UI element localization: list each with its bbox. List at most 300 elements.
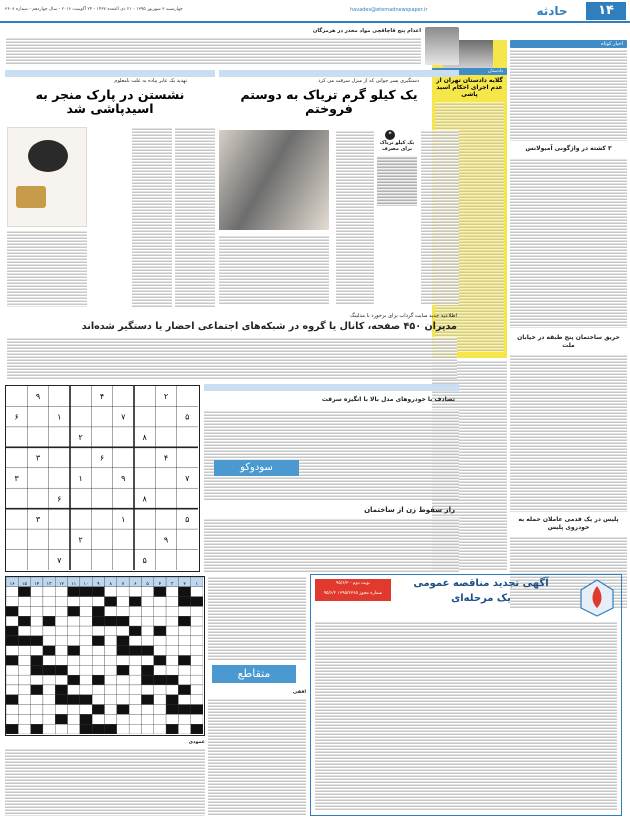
crossword-cell xyxy=(92,626,104,636)
crossword-black-cell xyxy=(68,695,80,705)
crossword-cell xyxy=(154,695,166,705)
crossword-black-cell xyxy=(18,616,30,626)
crossword-cell xyxy=(92,695,104,705)
crossword-cell xyxy=(6,675,18,685)
crossword-cell xyxy=(43,724,55,734)
crossword-cell xyxy=(105,656,117,666)
crossword-cell xyxy=(178,695,190,705)
crossword-cell xyxy=(43,705,55,715)
crossword-cell xyxy=(92,714,104,724)
crossword-cell xyxy=(141,626,153,636)
prosecutor-tag: دادستان xyxy=(432,68,507,75)
crossword-cell xyxy=(129,695,141,705)
crossword-cell xyxy=(117,626,129,636)
crossword-cell xyxy=(31,714,43,724)
crossword-black-cell xyxy=(92,616,104,626)
crossword-black-cell xyxy=(105,616,117,626)
crossword-cell xyxy=(178,675,190,685)
crossword-black-cell xyxy=(178,597,190,607)
crossword-cell xyxy=(129,606,141,616)
crossword-black-cell xyxy=(92,587,104,597)
sudoku-cell-digit: ۲ xyxy=(78,535,83,545)
cross-svg xyxy=(6,577,203,734)
box-title-ambulance: ۳ کشته در واژگونی آمبولانس xyxy=(525,145,612,152)
crossword-cell xyxy=(18,656,30,666)
sudoku-label: سودوکو xyxy=(214,460,299,476)
crossword-cell xyxy=(92,685,104,695)
sudoku-cell-digit: ۲ xyxy=(163,392,169,402)
sudoku-cell-digit: ۳ xyxy=(35,514,41,524)
acid-text-col2 xyxy=(132,127,172,307)
story-modeling xyxy=(5,313,459,380)
crossword-cell xyxy=(18,665,30,675)
crossword-cell xyxy=(178,665,190,675)
crossword-cell xyxy=(31,675,43,685)
crossword-black-cell xyxy=(166,695,178,705)
crossword-col-number: ۵ xyxy=(146,581,149,587)
crossword-black-cell xyxy=(31,685,43,695)
crossword-col-number: ۲ xyxy=(183,581,186,587)
crossword-cell xyxy=(18,705,30,715)
sudoku-cell-digit: ۵ xyxy=(142,555,147,565)
crossword-cell xyxy=(43,685,55,695)
crossword-cell xyxy=(31,616,43,626)
crossword-cell xyxy=(117,695,129,705)
acid-kicker: تهدید یک عابر پیاده به علت نامعلوم xyxy=(114,78,187,84)
tender-ad xyxy=(310,574,622,816)
sudoku-cell-digit: ۵ xyxy=(185,412,190,422)
crossword-cell xyxy=(141,705,153,715)
opium-quote-text xyxy=(377,156,417,206)
crossword-cell xyxy=(18,685,30,695)
crossword-cell xyxy=(129,656,141,666)
crossword-black-cell xyxy=(141,646,153,656)
crossword-cell xyxy=(141,724,153,734)
crossword-cell xyxy=(178,606,190,616)
crossword-black-cell xyxy=(55,695,67,705)
crossword-cell xyxy=(191,587,203,597)
crossword-cell xyxy=(141,616,153,626)
crossword-cell xyxy=(166,616,178,626)
crossword-black-cell xyxy=(18,587,30,597)
clues-b-title: عمودی xyxy=(188,740,205,745)
crossword-cell xyxy=(43,695,55,705)
crossword-col-number: ۹ xyxy=(97,581,100,587)
crossword-black-cell xyxy=(117,665,129,675)
crossword-cell xyxy=(6,705,18,715)
story-fall-title: راز سقوط زن از ساختمان xyxy=(364,506,455,514)
crossword-cell xyxy=(191,636,203,646)
crossword-cell xyxy=(55,656,67,666)
crossword-cell xyxy=(166,626,178,636)
crossword-cell xyxy=(129,705,141,715)
crossword-cell xyxy=(68,665,80,675)
crossword-black-cell xyxy=(141,695,153,705)
opium-photo xyxy=(219,130,329,230)
clues-b-text xyxy=(5,748,205,816)
crossword-black-cell xyxy=(178,685,190,695)
crossword-col-number: ۳ xyxy=(171,581,174,587)
sudoku-grid xyxy=(5,385,200,572)
crossword-col-number: ۱۴ xyxy=(34,581,40,587)
acid-illustration xyxy=(7,127,87,227)
box-title-police: پلیس در یک قدمی عاملان حمله به خودروی پلیس xyxy=(518,516,619,531)
crossword-col-number: ۱۵ xyxy=(22,581,27,587)
crossword-cell xyxy=(178,646,190,656)
page-number: ۱۴ xyxy=(586,2,626,20)
modeling-headline: مدیران ۴۵۰ صفحه، کانال یا گروه در شبکه‌های اجتماعی احضار یا دستگیر شده‌اند xyxy=(81,321,457,332)
sudoku-cell-digit: ۷ xyxy=(57,555,62,565)
crossword-black-cell xyxy=(68,646,80,656)
crossword-cell xyxy=(141,685,153,695)
crossword-black-cell xyxy=(80,724,92,734)
crossword-black-cell xyxy=(154,656,166,666)
crossword-cell xyxy=(105,705,117,715)
crossword-cell xyxy=(129,665,141,675)
crossword-cell xyxy=(68,724,80,734)
crossword-black-cell xyxy=(43,665,55,675)
crossword-cell xyxy=(18,714,30,724)
sudoku-cell-digit: ۱ xyxy=(57,412,62,422)
crossword-cell xyxy=(55,705,67,715)
crossword-black-cell xyxy=(191,597,203,607)
crossword-cell xyxy=(43,606,55,616)
crossword-cell xyxy=(68,656,80,666)
crossword-cell xyxy=(6,587,18,597)
crossword-cell xyxy=(31,587,43,597)
crossword-cell xyxy=(154,724,166,734)
crossword-cell xyxy=(80,597,92,607)
crossword-cell xyxy=(191,606,203,616)
crossword-cell xyxy=(141,606,153,616)
crossword-black-cell xyxy=(117,646,129,656)
crossword-cell xyxy=(43,597,55,607)
sudoku-cell-digit: ۱ xyxy=(78,474,83,483)
crossword-cell xyxy=(154,616,166,626)
crossword-cell xyxy=(105,587,117,597)
clues-a-text xyxy=(208,698,306,816)
sudoku-cell-digit: ۴ xyxy=(99,392,105,402)
crossword-cell xyxy=(68,705,80,715)
crossword-cell xyxy=(154,685,166,695)
crossword-black-cell xyxy=(166,724,178,734)
short-news-text-1 xyxy=(510,49,627,141)
story-accident-text xyxy=(204,410,459,500)
crossword-black-cell xyxy=(117,636,129,646)
sudoku-cell-digit: ۶ xyxy=(14,412,19,422)
crossword-cell xyxy=(6,616,18,626)
crossword-black-cell xyxy=(80,587,92,597)
crossword-cell xyxy=(141,636,153,646)
crossword-col-number: ۴ xyxy=(158,581,162,587)
crossword-cell xyxy=(31,646,43,656)
crossword-cell xyxy=(55,646,67,656)
crossword-cell xyxy=(166,636,178,646)
crossword-cell xyxy=(129,587,141,597)
crossword-side-text xyxy=(208,576,306,660)
ad-logo xyxy=(576,578,618,618)
crossword-cell xyxy=(178,626,190,636)
crossword-black-cell xyxy=(6,656,18,666)
dateline: چهارشنبه ۳ شهریور ۱۳۹۵ - ۲۱ ذی القعده ۱۴۳۷ - ۲۴ آگوست ۲۰۱۶ - سال چهاردهم - شماره ۳۶۰۸ xyxy=(5,7,183,12)
crossword-cell xyxy=(6,665,18,675)
crossword-cell xyxy=(166,665,178,675)
crossword-grid xyxy=(5,576,205,736)
sudoku-cell-digit: ۶ xyxy=(99,453,105,463)
crossword-cell xyxy=(191,656,203,666)
crossword-cell xyxy=(80,675,92,685)
crossword-black-cell xyxy=(55,685,67,695)
crossword-black-cell xyxy=(129,626,141,636)
crossword-col-number: ۱۳ xyxy=(46,581,52,587)
crossword-black-cell xyxy=(117,616,129,626)
crossword-black-cell xyxy=(154,675,166,685)
crossword-black-cell xyxy=(166,705,178,715)
sudoku-cell-digit: ۷ xyxy=(121,412,126,422)
crossword-cell xyxy=(68,636,80,646)
crossword-cell xyxy=(129,724,141,734)
crossword-cell xyxy=(117,685,129,695)
sudoku-cell-digit: ۹ xyxy=(35,392,41,402)
crossword-black-cell xyxy=(31,724,43,734)
crossword-cell xyxy=(18,597,30,607)
crossword-black-cell xyxy=(154,587,166,597)
crossword-black-cell xyxy=(80,714,92,724)
crossword-cell xyxy=(105,636,117,646)
crossword-cell xyxy=(154,714,166,724)
crossword-col-number: ۶ xyxy=(134,581,137,587)
crossword-cell xyxy=(105,685,117,695)
crossword-cell xyxy=(129,714,141,724)
crossword-cell xyxy=(166,646,178,656)
box-title-fire: حریق ساختمان پنج طبقه در خیابان ملت xyxy=(517,334,620,349)
crossword-cell xyxy=(6,714,18,724)
crossword-black-cell xyxy=(18,636,30,646)
crossword-cell xyxy=(43,636,55,646)
crossword-col-number: ۱۱ xyxy=(71,581,77,587)
crossword-cell xyxy=(191,626,203,636)
sudoku-cell-digit: ۴ xyxy=(163,453,169,463)
sudoku-cell-digit: ۷ xyxy=(185,474,190,483)
crossword-cell xyxy=(80,685,92,695)
crossword-cell xyxy=(117,597,129,607)
crossword-cell xyxy=(55,724,67,734)
crossword-black-cell xyxy=(6,695,18,705)
acid-text-col3 xyxy=(7,230,87,307)
sudoku-cell-digit: ۶ xyxy=(57,494,62,504)
crossword-cell xyxy=(166,587,178,597)
short-news-heading: اخبار کوتاه xyxy=(510,40,627,48)
header-bar xyxy=(0,0,630,23)
crossword-cell xyxy=(80,616,92,626)
prosecutor-title: گلایه دادستان تهران از عدم اجرای احکام اسید پاشی xyxy=(436,77,503,98)
crossword-cell xyxy=(92,597,104,607)
crossword-cell xyxy=(80,636,92,646)
crossword-cell xyxy=(55,597,67,607)
crossword-cell xyxy=(43,626,55,636)
crossword-black-cell xyxy=(129,597,141,607)
crossword-cell xyxy=(92,656,104,666)
crossword-black-cell xyxy=(129,646,141,656)
crossword-cell xyxy=(141,587,153,597)
company-logo-icon xyxy=(576,578,618,618)
crossword-col-number: ۱۲ xyxy=(58,581,64,587)
ad-title-line2: یک مرحله‌ای xyxy=(451,593,511,604)
crossword-black-cell xyxy=(68,606,80,616)
acid-text-col1 xyxy=(175,127,215,307)
sudoku-cell-digit: ۸ xyxy=(142,494,147,504)
opium-text-col2 xyxy=(336,130,374,305)
crossword-cell xyxy=(129,616,141,626)
opium-headline: یک کیلو گرم تریاک به دوستم فروختم xyxy=(240,87,418,117)
sudoku-cell-digit: ۸ xyxy=(142,433,147,443)
opium-quote: یک کیلو تریاک برای مصرف xyxy=(379,140,415,152)
strip-text xyxy=(6,37,421,65)
sudoku-svg xyxy=(6,386,198,570)
crossword-cell xyxy=(105,626,117,636)
crossword-black-cell xyxy=(178,656,190,666)
crossword-cell xyxy=(129,636,141,646)
crossword-cell xyxy=(154,646,166,656)
crossword-cell xyxy=(178,636,190,646)
crossword-black-cell xyxy=(178,705,190,715)
crossword-cell xyxy=(6,646,18,656)
acid-headline: نشستن در پارک منجر به اسیدپاشی شد xyxy=(35,87,185,117)
crossword-black-cell xyxy=(6,626,18,636)
crossword-black-cell xyxy=(166,675,178,685)
crossword-cell xyxy=(105,695,117,705)
crossword-col-number: ۱ xyxy=(195,581,199,587)
crossword-cell xyxy=(105,646,117,656)
crossword-cell xyxy=(18,606,30,616)
crossword-cell xyxy=(31,695,43,705)
sudoku-cell-digit: ۳ xyxy=(14,474,19,483)
opium-text-col3 xyxy=(219,235,329,305)
crossword-col-number: ۸ xyxy=(109,581,112,587)
crossword-cell xyxy=(105,606,117,616)
opium-band xyxy=(219,70,459,77)
crossword-cell xyxy=(31,606,43,616)
top-strip xyxy=(5,26,459,68)
sudoku-cell-digit: ۲ xyxy=(78,433,83,443)
crossword-black-cell xyxy=(178,587,190,597)
crossword-cell xyxy=(92,665,104,675)
crossword-black-cell xyxy=(92,606,104,616)
crossword-cell xyxy=(43,587,55,597)
crossword-black-cell xyxy=(117,705,129,715)
sudoku-cell-digit: ۹ xyxy=(121,474,126,483)
crossword-cell xyxy=(43,675,55,685)
story-opium xyxy=(219,70,459,310)
crossword-black-cell xyxy=(105,724,117,734)
crossword-black-cell xyxy=(43,646,55,656)
opium-text-col1 xyxy=(421,130,459,305)
crossword-black-cell xyxy=(92,705,104,715)
crossword-cell xyxy=(166,656,178,666)
crossword-cell xyxy=(117,606,129,616)
crossword-cell xyxy=(55,587,67,597)
crossword-cell xyxy=(18,695,30,705)
crossword-black-cell xyxy=(31,665,43,675)
crossword-cell xyxy=(191,616,203,626)
crossword-cell xyxy=(191,675,203,685)
crossword-cell xyxy=(55,616,67,626)
gas-mask-icon xyxy=(28,140,68,172)
crossword-cell xyxy=(191,665,203,675)
crossword-cell xyxy=(154,597,166,607)
crossword-col-number: ۱۶ xyxy=(9,581,15,587)
crossword-black-cell xyxy=(68,675,80,685)
crossword-cell xyxy=(18,675,30,685)
crossword-cell xyxy=(129,685,141,695)
crossword-cell xyxy=(80,665,92,675)
crossword-cell xyxy=(68,597,80,607)
acid-band xyxy=(5,70,215,77)
ad-badge-text: نوبت دوم - ۹۵/۶/۳ xyxy=(336,581,370,586)
crossword-cell xyxy=(105,665,117,675)
crossword-cell xyxy=(105,714,117,724)
crossword-col-number: ۷ xyxy=(121,581,125,587)
crossword-cell xyxy=(154,606,166,616)
crossword-black-cell xyxy=(68,587,80,597)
crossword-cell xyxy=(191,695,203,705)
crossword-cell xyxy=(31,597,43,607)
short-news-text-3 xyxy=(510,354,627,512)
crossword-black-cell xyxy=(154,626,166,636)
crossword-cell xyxy=(31,705,43,715)
crossword-cell xyxy=(68,626,80,636)
sudoku-cell-digit: ۳ xyxy=(35,453,41,463)
sudoku-cell-digit: ۱ xyxy=(121,514,126,524)
crossword-cell xyxy=(18,724,30,734)
story-accident-title: تصادف با خودروهای مدل بالا با انگیزه سرقت xyxy=(321,396,455,403)
crossword-black-cell xyxy=(55,714,67,724)
crossword-cell xyxy=(6,597,18,607)
crossword-cell xyxy=(166,606,178,616)
crossword-cell xyxy=(68,685,80,695)
sudoku-cell-digit: ۹ xyxy=(163,535,169,545)
crossword-cell xyxy=(141,597,153,607)
crossword-black-cell xyxy=(92,636,104,646)
strip-title: اعدام پنج قاچاقچی مواد مخدر در هرمزگان xyxy=(312,28,421,34)
crossword-cell xyxy=(117,714,129,724)
crossword-black-cell xyxy=(92,675,104,685)
story-acid xyxy=(5,70,215,310)
section-email[interactable]: havades@etemadnewspaper.ir xyxy=(350,7,428,13)
crossword-col-number: ۱۰ xyxy=(83,581,89,587)
crossword-black-cell xyxy=(31,656,43,666)
crossword-cell xyxy=(117,656,129,666)
modeling-kicker: اطلاعیه جدید سایت گرداب برای برخورد با مدلینگ xyxy=(350,313,457,319)
crossword-black-cell xyxy=(6,606,18,616)
suitcase-icon xyxy=(16,186,46,208)
crossword-black-cell xyxy=(31,636,43,646)
crossword-cell xyxy=(55,626,67,636)
crossword-cell xyxy=(68,616,80,626)
crossword-cell xyxy=(31,626,43,636)
crossword-cell xyxy=(154,665,166,675)
crossword-black-cell xyxy=(105,597,117,607)
crossword-black-cell xyxy=(141,675,153,685)
crossword-cell xyxy=(92,646,104,656)
middle-band xyxy=(204,384,459,391)
crossword-cell xyxy=(154,705,166,715)
crossword-cell xyxy=(80,656,92,666)
crossword-cell xyxy=(43,714,55,724)
crossword-cell xyxy=(80,705,92,715)
crossword-cell xyxy=(191,714,203,724)
crossword-cell xyxy=(43,656,55,666)
